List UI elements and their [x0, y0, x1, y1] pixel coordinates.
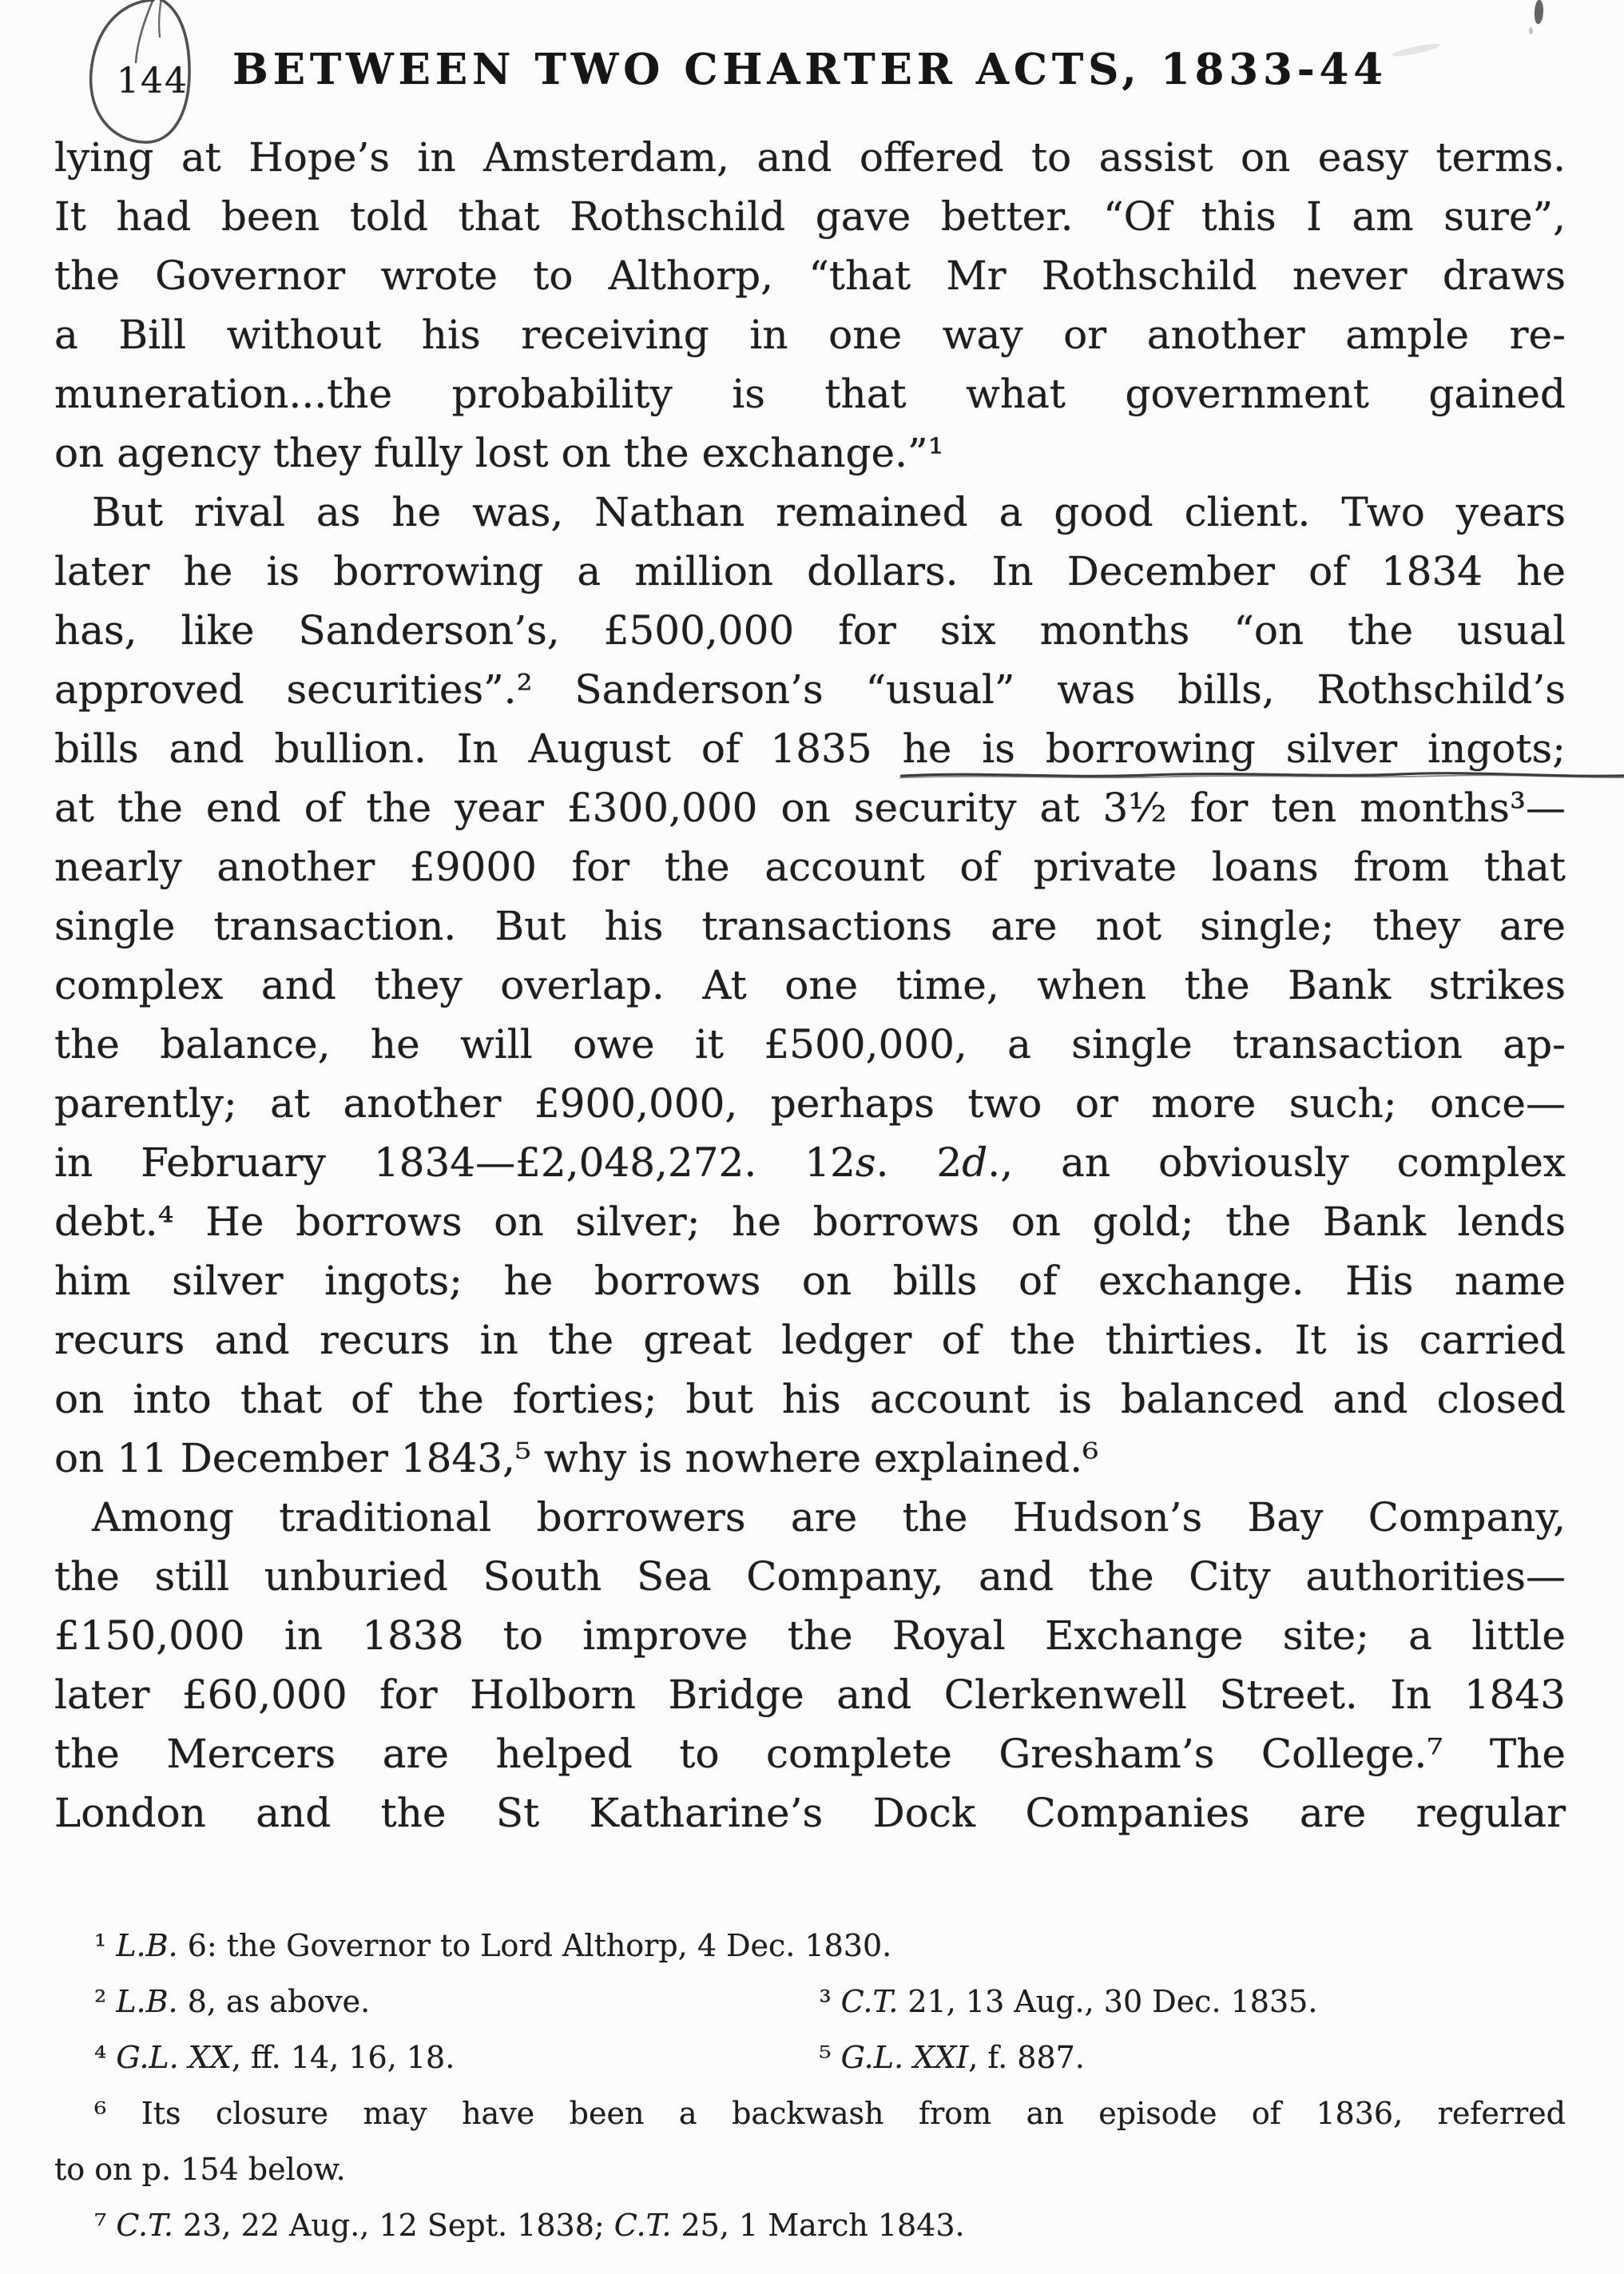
text-segment: bills and bullion. In August of 1835 [54, 726, 903, 772]
italic-text: s [855, 1139, 876, 1186]
italic-text: C.T. [840, 1984, 899, 2019]
italic-text: G.L. XX [116, 2040, 232, 2075]
text-segment: Among traditional borrowers are the Hudson’s Bay Company, [92, 1494, 1566, 1541]
text-segment: approved securities”.² Sanderson’s “usual” was bills, Rothschild’s [54, 666, 1566, 713]
italic-text: L.B. [116, 1984, 178, 2019]
footnote-text [94, 2040, 455, 2075]
text-line [54, 1606, 1566, 1665]
text-line [54, 483, 1566, 542]
text-line [54, 305, 1566, 364]
paragraph [54, 483, 1566, 1488]
footnote-line [54, 1918, 1566, 1974]
text-segment: on agency they fully lost on the exchange.”¹ [54, 430, 944, 476]
italic-text: d [962, 1139, 988, 1186]
text-segment: later he is borrowing a million dollars. In December of 1834 he [54, 548, 1566, 594]
text-line [54, 1251, 1566, 1310]
footnote-line [54, 2030, 1566, 2085]
footnote-text [94, 2096, 1566, 2131]
paragraph [54, 1488, 1566, 1843]
text-segment: recurs and recurs in the great ledger of the thirties. It is carried [54, 1317, 1566, 1363]
text-segment: , ff. 14, 16, 18. [231, 2040, 455, 2075]
text-line [54, 778, 1566, 837]
text-segment: the Mercers are helped to complete Gresham’s College.⁷ The [54, 1731, 1566, 1777]
page-number: 144 [117, 61, 189, 101]
text-line [54, 1310, 1566, 1370]
italic-text: C.T. [116, 2208, 173, 2243]
footnote-line [54, 2141, 1566, 2197]
text-segment: muneration...the probability is that what government gained [54, 371, 1566, 417]
text-segment: at the end of the year £300,000 on security at 3½ for ten months³— [54, 785, 1566, 831]
text-segment: ² [94, 1984, 117, 2019]
footnote-line [54, 1974, 1566, 2030]
text-segment: It had been told that Rothschild gave better. “Of this I am sure”, [54, 193, 1566, 240]
paragraph [54, 128, 1566, 483]
text-segment: ⁷ [94, 2208, 117, 2243]
text-line [54, 956, 1566, 1015]
text-segment: ¹ [94, 1928, 117, 1963]
text-line [54, 364, 1566, 423]
footnotes [54, 1918, 1566, 2253]
text-line [54, 1665, 1566, 1724]
text-line [54, 1429, 1566, 1488]
text-segment: 8, as above. [177, 1984, 371, 2019]
text-line [54, 1488, 1566, 1547]
text-segment: 21, 13 Aug., 30 Dec. 1835. [898, 1984, 1318, 2019]
italic-text: L.B. [116, 1928, 178, 1963]
text-segment: a Bill without his receiving in one way or another ample re- [54, 312, 1566, 358]
text-segment: nearly another £9000 for the account of private loans from that [54, 844, 1566, 890]
hand-underline-stroke [898, 768, 1624, 782]
text-line [54, 601, 1566, 660]
text-segment: . 2 [876, 1139, 963, 1186]
text-segment: lying at Hope’s in Amsterdam, and offered to assist on easy terms. [54, 134, 1566, 181]
text-segment: on into that of the forties; but his account is balanced and closed [54, 1376, 1566, 1422]
footnote-text [54, 2152, 346, 2187]
italic-text: G.L. XXI [840, 2040, 969, 2075]
text-line [54, 542, 1566, 601]
text-segment: 25, 1 March 1843. [671, 2208, 965, 2243]
text-segment: to on p. 154 below. [54, 2152, 346, 2187]
text-segment: him silver ingots; he borrows on bills of exchange. His name [54, 1258, 1566, 1304]
text-segment: debt.⁴ He borrows on silver; he borrows on gold; the Bank lends [54, 1199, 1566, 1245]
footnote-line [54, 2197, 1566, 2253]
text-segment: 6: the Governor to Lord Althorp, 4 Dec. 1830. [177, 1928, 892, 1963]
text-segment: ⁴ [94, 2040, 117, 2075]
footnote-line [54, 2085, 1566, 2141]
text-line [54, 1015, 1566, 1074]
page-header [54, 0, 1566, 102]
text-segment: But rival as he was, Nathan remained a good client. Two years [92, 489, 1566, 535]
text-segment: , f. 887. [968, 2040, 1085, 2075]
text-line [54, 1192, 1566, 1251]
text-line [54, 660, 1566, 719]
text-line [54, 187, 1566, 246]
running-head-title: BETWEEN TWO CHARTER ACTS, 1833-44 [232, 45, 1388, 94]
footnote-text [819, 1974, 1317, 2030]
text-segment: complex and they overlap. At one time, when the Bank strikes [54, 962, 1566, 1008]
text-segment: in February 1834—£2,048,272. 12 [54, 1139, 856, 1186]
text-line [54, 423, 1566, 483]
italic-text: C.T. [613, 2208, 672, 2243]
text-line [54, 719, 1566, 778]
footnote-text [819, 2030, 1085, 2085]
text-line [54, 246, 1566, 305]
text-segment: £150,000 in 1838 to improve the Royal Exchange site; a little [54, 1612, 1566, 1659]
text-segment: the balance, he will owe it £500,000, a single transaction ap- [54, 1021, 1566, 1067]
text-segment: later £60,000 for Holborn Bridge and Clerkenwell Street. In 1843 [54, 1672, 1566, 1718]
hand-underlined-phrase: he is borrowing silver ingots; [903, 726, 1566, 772]
text-line [54, 128, 1566, 187]
text-segment: the Governor wrote to Althorp, “that Mr Rothschild never draws [54, 252, 1566, 299]
page-body [54, 128, 1566, 1843]
text-segment: 23, 22 Aug., 12 Sept. 1838; [173, 2208, 614, 2243]
text-segment: London and the St Katharine’s Dock Companies are regular [54, 1790, 1566, 1836]
text-segment: ³ [819, 1984, 841, 2019]
text-segment: on 11 December 1843,⁵ why is nowhere explained.⁶ [54, 1435, 1099, 1481]
text-line [54, 1724, 1566, 1783]
text-segment: the still unburied South Sea Company, and the City authorities— [54, 1553, 1566, 1600]
footnote-text [94, 1928, 891, 1963]
text-line [54, 1547, 1566, 1606]
text-segment: parently; at another £900,000, perhaps two or more such; once— [54, 1080, 1566, 1127]
footnote-text [94, 2208, 965, 2243]
text-line [54, 896, 1566, 956]
text-line [54, 1074, 1566, 1133]
text-segment: has, like Sanderson’s, £500,000 for six months “on the usual [54, 607, 1566, 654]
text-segment: ⁵ [819, 2040, 841, 2075]
text-line [54, 1133, 1566, 1192]
text-segment: ., an obviously complex [987, 1139, 1566, 1186]
footnote-text [94, 1984, 370, 2019]
text-line [54, 837, 1566, 896]
text-segment: single transaction. But his transactions are not single; they are [54, 903, 1566, 949]
text-line [54, 1783, 1566, 1843]
text-line [54, 1370, 1566, 1429]
text-segment: ⁶ Its closure may have been a backwash from an episode of 1836, referred [94, 2096, 1566, 2131]
